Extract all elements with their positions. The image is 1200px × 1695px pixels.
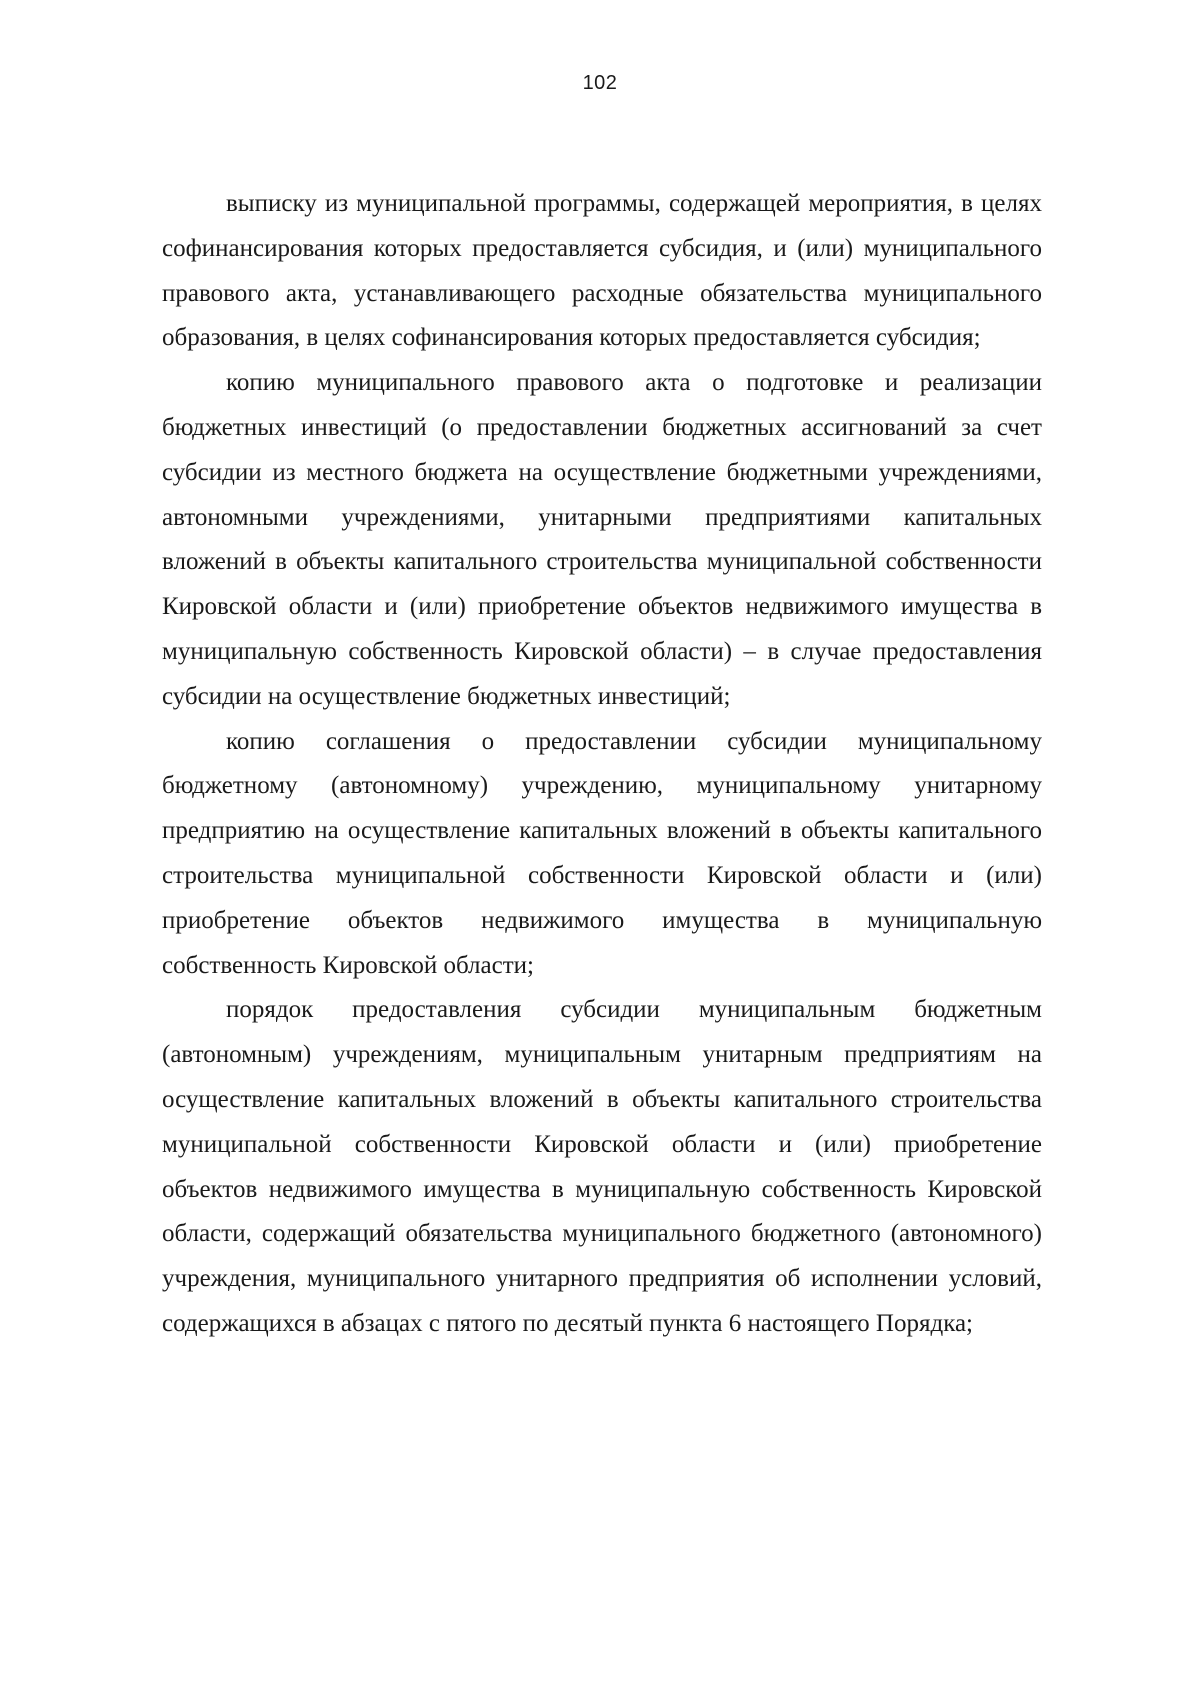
paragraph-investment-act-copy: копию муниципального правового акта о подготовке и реализации бюджетных инвестиций (о предоставлении бюджетных ассигнований за счет субсидии из местного бюджета на осуществление бюджетными учреждениями, автономными учреждениями, унитарными предприятиями капитальных вложений в объекты капитального строительства муниципальной собственности Кировской области и (или) приобретение объектов недвижимого имущества в муниципальную собственность Кировской области) – в случае предоставления субсидии на осуществление бюджетных инвестиций; [162,369,1042,710]
paragraph-agreement-copy: копию соглашения о предоставлении субсидии муниципальному бюджетному (автономному) учреждению, муниципальному унитарному предприятию на осуществление капитальных вложений в объекты капитального строительства муниципальной собственности Кировской области и (или) приобретение объектов недвижимого имущества в муниципальную собственность Кировской области; [162,727,1042,979]
paragraph-program-extract: выписку из муниципальной программы, содержащей мероприятия, в целях софинансирования которых предоставляется субсидия, и (или) муниципального правового акта, устанавливающего расходные обязательства муниципального образования, в целях софинансирования которых предоставляется субсидия; [162,190,1042,352]
document-body [162,182,1042,1347]
paragraph-subsidy-procedure: порядок предоставления субсидии муниципальным бюджетным (автономным) учреждениям, муниципальным унитарным предприятиям на осуществление капитальных вложений в объекты капитального строительства муниципальной собственности Кировской области и (или) приобретение объектов недвижимого имущества в муниципальную собственность Кировской области, содержащий обязательства муниципального бюджетного (автономного) учреждения, муниципального унитарного предприятия об исполнении условий, содержащихся в абзацах с пятого по десятый пункта 6 настоящего Порядка; [162,996,1042,1337]
page-number: 102 [582,72,618,94]
